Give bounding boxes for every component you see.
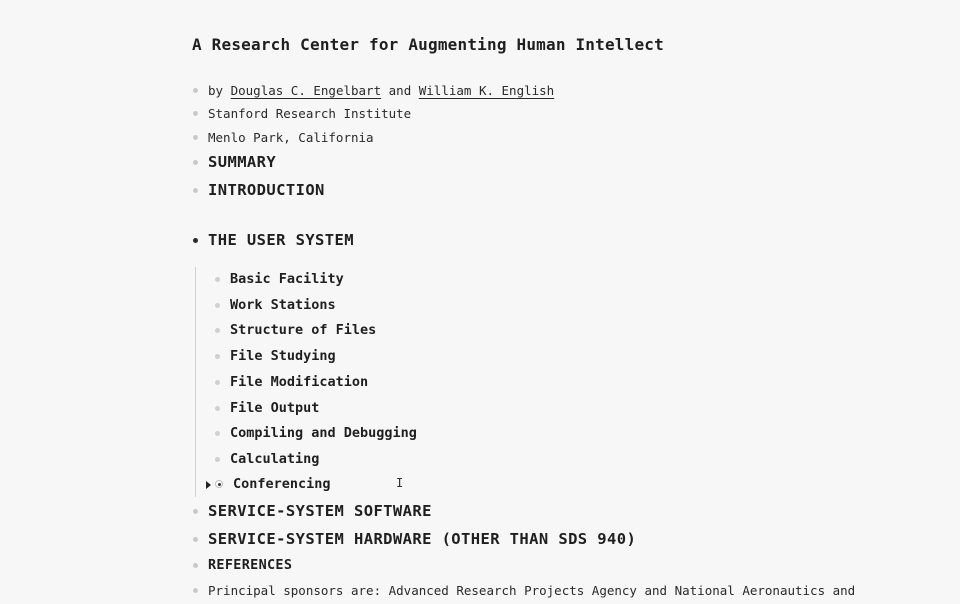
bullet-icon[interactable] xyxy=(193,588,198,593)
list-item[interactable] xyxy=(214,322,376,338)
bullet-icon[interactable] xyxy=(215,303,220,308)
bullet-icon[interactable] xyxy=(215,457,220,462)
section-heading: THE USER SYSTEM xyxy=(208,231,354,249)
list-item-label: File Modification xyxy=(230,374,369,390)
bullet-icon[interactable] xyxy=(193,563,198,568)
list-item-label: Calculating xyxy=(230,451,320,467)
bullet-icon[interactable] xyxy=(193,537,198,542)
bullet-icon[interactable] xyxy=(193,135,198,140)
list-item[interactable] xyxy=(214,348,336,364)
section-service-software[interactable] xyxy=(192,502,432,520)
author-link-english[interactable]: William K. English xyxy=(418,83,555,98)
document-title: A Research Center for Augmenting Human Intellect xyxy=(192,35,664,54)
list-item-label: Basic Facility xyxy=(230,271,344,287)
institution-item[interactable] xyxy=(192,106,411,121)
list-item[interactable] xyxy=(214,374,368,390)
list-item-label: Work Stations xyxy=(230,297,336,313)
section-heading: SUMMARY xyxy=(208,153,277,171)
bullet-icon[interactable] xyxy=(193,509,198,514)
location-text: Menlo Park, California xyxy=(208,130,374,145)
list-item-label: Structure of Files xyxy=(230,322,377,338)
section-heading: INTRODUCTION xyxy=(208,181,325,199)
author-link-engelbart[interactable]: Douglas C. Engelbart xyxy=(230,83,382,98)
location-item[interactable] xyxy=(192,130,374,145)
bullet-icon[interactable] xyxy=(193,188,198,193)
list-item-label: Conferencing xyxy=(233,476,331,492)
list-item-active[interactable] xyxy=(214,476,331,492)
section-heading: SERVICE-SYSTEM SOFTWARE xyxy=(208,502,432,520)
byline-joiner: and xyxy=(388,83,412,98)
expand-caret-icon[interactable] xyxy=(206,481,211,489)
list-item[interactable] xyxy=(214,425,417,441)
bullet-icon[interactable] xyxy=(215,480,223,488)
bullet-icon[interactable] xyxy=(215,354,220,359)
section-heading: REFERENCES xyxy=(208,557,293,573)
bullet-icon[interactable] xyxy=(193,160,198,165)
sponsors-text: Principal sponsors are: Advanced Research Projects Agency and National Aeronautics and xyxy=(208,583,856,598)
bullet-icon[interactable] xyxy=(215,328,220,333)
bullet-icon[interactable] xyxy=(193,88,198,93)
section-service-hardware[interactable] xyxy=(192,530,636,548)
list-item[interactable] xyxy=(214,451,319,467)
list-item[interactable] xyxy=(214,271,344,287)
section-summary[interactable] xyxy=(192,153,276,171)
bullet-icon[interactable] xyxy=(193,238,198,243)
byline-item xyxy=(192,83,554,98)
list-item-label: Compiling and Debugging xyxy=(230,425,417,441)
bullet-icon[interactable] xyxy=(215,406,220,411)
user-system-children xyxy=(195,267,716,497)
bullet-icon[interactable] xyxy=(215,431,220,436)
bullet-icon[interactable] xyxy=(215,277,220,282)
section-user-system[interactable] xyxy=(192,231,354,249)
list-item-label: File Studying xyxy=(230,348,336,364)
institution-text: Stanford Research Institute xyxy=(208,106,412,121)
section-heading: SERVICE-SYSTEM HARDWARE (OTHER THAN SDS 940) xyxy=(208,530,637,548)
text-cursor-icon: I xyxy=(396,476,404,490)
bullet-icon[interactable] xyxy=(193,111,198,116)
section-introduction[interactable] xyxy=(192,181,325,199)
byline-prefix: by xyxy=(208,83,224,98)
list-item[interactable] xyxy=(214,297,336,313)
sponsors-item[interactable] xyxy=(192,583,855,598)
list-item[interactable] xyxy=(214,400,319,416)
section-references[interactable] xyxy=(192,557,292,573)
list-item-label: File Output xyxy=(230,400,320,416)
bullet-icon[interactable] xyxy=(215,380,220,385)
